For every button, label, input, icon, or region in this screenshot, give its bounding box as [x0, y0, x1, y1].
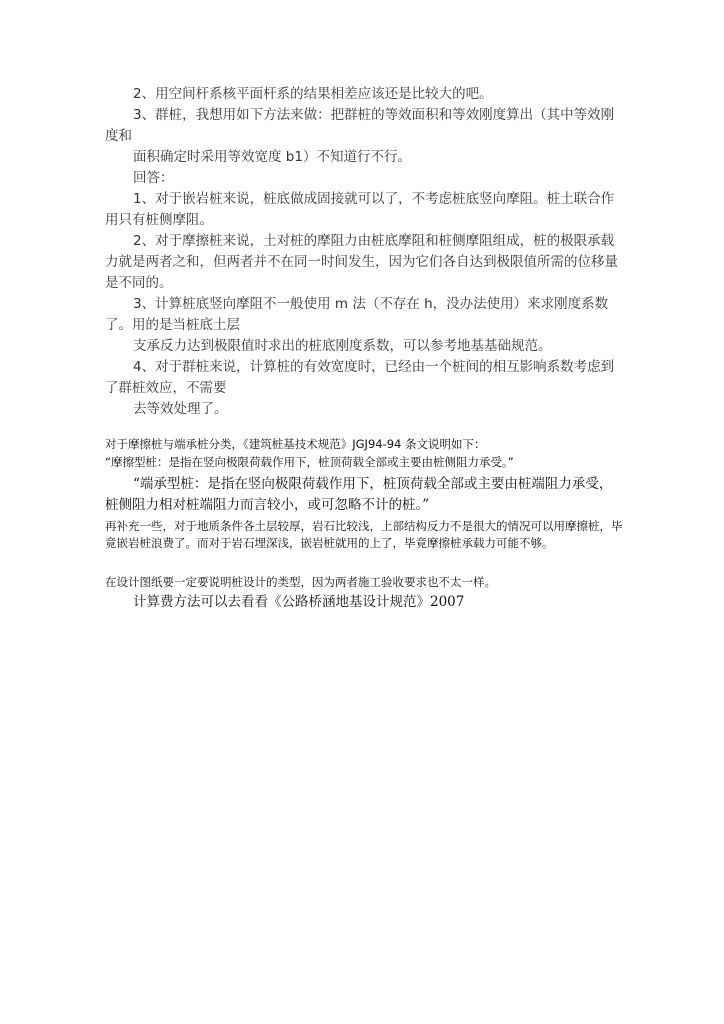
end-bearing-pile-definition: “端承型桩：是指在竖向极限荷载作用下，桩顶荷载全部或主要由桩端阻力承受，桩侧阻力相对桩端阻力而言较小，或可忽略不计的桩。” — [105, 476, 613, 513]
friction-pile-definition: “摩擦型桩：是指在竖向极限荷载作用下，桩顶荷载全部或主要由桩侧阻力承受。” — [105, 455, 514, 469]
answer-2: 2、对于摩擦桩来说，土对桩的摩阻力由桩底摩阻和桩侧摩阻组成，桩的极限承载力就是两者之和，但两者并不在同一时间发生，因为它们各自达到极限值所需的位移量是不同的。 — [105, 233, 618, 291]
paragraph-point-3-cont: 面积确定时采用等效宽度 b1）不知道行不行。 — [133, 149, 411, 165]
answer-4-cont: 去等效处理了。 — [133, 401, 228, 417]
calculation-reference: 计算费方法可以去看看《公路桥涵地基设计规范》2007 — [133, 594, 465, 610]
supplement-paragraph: 再补充一些，对于地质条件各土层较厚，岩石比较浅，上部结构反力不是很大的情况可以用摩擦桩，毕竟嵌岩桩浪费了。而对于岩石埋深浅，嵌岩桩就用的上了，毕竟摩擦桩承载力可能不够。 — [105, 519, 623, 550]
answer-1: 1、对于嵌岩桩来说，桩底做成固接就可以了，不考虑桩底竖向摩阻。桩土联合作用只有桩侧摩阻。 — [105, 191, 615, 228]
paragraph-point-2: 2、用空间杆系核平面杆系的结果相差应该还是比较大的吧。 — [133, 86, 493, 102]
answer-3-cont: 支承反力达到极限值时求出的桩底刚度系数，可以参考地基基础规范。 — [133, 338, 552, 354]
design-note: 在设计图纸要一定要说明桩设计的类型，因为两者施工验收要求也不太一样。 — [105, 575, 496, 589]
answer-heading: 回答： — [133, 170, 174, 186]
paragraph-point-3: 3、群桩，我想用如下方法来做：把群桩的等效面积和等效刚度算出（其中等效刚度和 — [105, 107, 615, 144]
classification-intro: 对于摩擦桩与端承桩分类，《建筑桩基技术规范》JGJ94-94 条文说明如下： — [105, 437, 486, 451]
answer-3: 3、计算桩底竖向摩阻不一般使用 m 法（不存在 h，没办法使用）来求刚度系数了。用的是当桩底土层 — [105, 296, 609, 333]
answer-4: 4、对于群桩来说，计算桩的有效宽度时，已经由一个桩间的相互影响系数考虑到了群桩效应，不需要 — [105, 359, 615, 396]
